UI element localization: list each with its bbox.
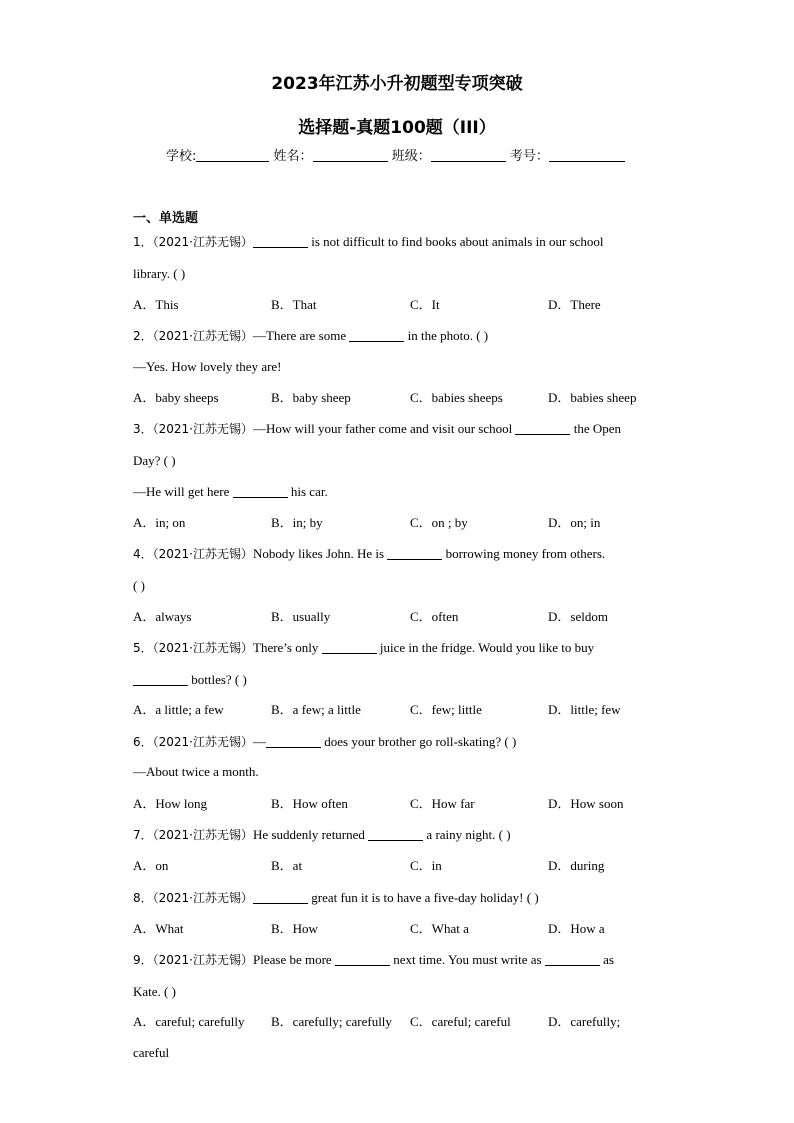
- student-info-row: [166, 145, 625, 164]
- q9-option-d-continued: careful: [133, 1045, 170, 1060]
- question-4-line-1: 4．（2021·江苏无锡）Nobody likes John. He is borrowing money from others.: [133, 546, 606, 561]
- class-label: 班级：: [391, 149, 431, 164]
- q4-option-a[interactable]: A．always: [133, 609, 192, 624]
- q4-option-d[interactable]: D．seldom: [548, 609, 608, 624]
- question-3-line-1: 3．（2021·江苏无锡）—How will your father come and visit our school the Open: [133, 421, 622, 436]
- question-5-line-2: bottles? ( ): [133, 672, 247, 688]
- question-8-line-1: 8．（2021·江苏无锡） great fun it is to have a five-day holiday! ( ): [133, 890, 539, 905]
- q3-option-c[interactable]: C．on ; by: [410, 515, 468, 530]
- q8-option-a[interactable]: A．What: [133, 921, 184, 936]
- q3-option-a[interactable]: A．in; on: [133, 515, 186, 530]
- q9-option-a[interactable]: A．careful; carefully: [133, 1014, 245, 1029]
- question-2-line-1: 2．（2021·江苏无锡）—There are some in the photo. ( ): [133, 328, 489, 343]
- q2-option-b[interactable]: B．baby sheep: [271, 390, 351, 405]
- answer-blank: [335, 953, 390, 966]
- q1-option-a[interactable]: A．This: [133, 297, 179, 312]
- exam-number-field[interactable]: [549, 148, 625, 162]
- question-9-line-1: 9．（2021·江苏无锡）Please be more next time. You must write as as: [133, 952, 614, 967]
- answer-blank: [368, 828, 423, 841]
- question-1-line-1: 1．（2021·江苏无锡） is not difficult to find books about animals in our school: [133, 234, 604, 249]
- q4-option-c[interactable]: C．often: [410, 609, 459, 624]
- q8-option-b[interactable]: B．How: [271, 921, 318, 936]
- q7-option-b[interactable]: B．at: [271, 858, 303, 873]
- school-label: 学校:: [166, 149, 197, 164]
- school-field[interactable]: [196, 148, 269, 162]
- answer-blank: [233, 485, 288, 498]
- q5-option-a[interactable]: A．a little; a few: [133, 702, 224, 717]
- q6-option-b[interactable]: B．How often: [271, 796, 348, 811]
- answer-blank: [133, 673, 188, 686]
- answer-blank: [253, 235, 308, 248]
- q2-option-a[interactable]: A．baby sheeps: [133, 390, 219, 405]
- page-title: 2023年江苏小升初题型专项突破: [271, 74, 523, 94]
- q8-option-c[interactable]: C．What a: [410, 921, 469, 936]
- q5-option-b[interactable]: B．a few; a little: [271, 702, 361, 717]
- answer-blank: [515, 422, 570, 435]
- q6-option-c[interactable]: C．How far: [410, 796, 475, 811]
- q6-option-a[interactable]: A．How long: [133, 796, 208, 811]
- question-1-line-2: library. ( ): [133, 266, 186, 281]
- question-2-line-2: —Yes. How lovely they are!: [133, 359, 282, 374]
- q3-option-b[interactable]: B．in; by: [271, 515, 323, 530]
- question-3-line-3: —He will get here his car.: [133, 484, 328, 499]
- question-5-line-1: 5．（2021·江苏无锡）There’s only juice in the fridge. Would you like to buy: [133, 640, 595, 655]
- question-9-line-2: Kate. ( ): [133, 984, 176, 999]
- answer-blank: [349, 329, 404, 342]
- q2-option-d[interactable]: D．babies sheep: [548, 390, 637, 405]
- q9-option-c[interactable]: C．careful; careful: [410, 1014, 511, 1029]
- q6-option-d[interactable]: D．How soon: [548, 796, 624, 811]
- answer-blank: [545, 953, 600, 966]
- q7-option-d[interactable]: D．during: [548, 858, 605, 873]
- q1-option-c[interactable]: C．It: [410, 297, 440, 312]
- question-6-line-2: —About twice a month.: [133, 764, 259, 779]
- q1-option-d[interactable]: D．There: [548, 297, 601, 312]
- question-3-line-2: Day? ( ): [133, 453, 176, 468]
- question-6-line-1: 6．（2021·江苏无锡）— does your brother go roll-skating? ( ): [133, 734, 517, 749]
- exam-number-label: 考号：: [509, 149, 549, 164]
- q5-option-c[interactable]: C．few; little: [410, 702, 482, 717]
- q8-option-d[interactable]: D．How a: [548, 921, 605, 936]
- q7-option-a[interactable]: A．on: [133, 858, 169, 873]
- section-title: 一、单选题: [133, 211, 199, 226]
- answer-blank: [253, 891, 308, 904]
- q1-option-b[interactable]: B．That: [271, 297, 317, 312]
- answer-blank: [266, 735, 321, 748]
- q5-option-d[interactable]: D．little; few: [548, 702, 621, 717]
- answer-blank: [322, 641, 377, 654]
- q9-option-d[interactable]: D．carefully;: [548, 1014, 621, 1029]
- q3-option-d[interactable]: D．on; in: [548, 515, 601, 530]
- question-7-line-1: 7．（2021·江苏无锡）He suddenly returned a rainy night. ( ): [133, 827, 511, 842]
- answer-blank: [387, 547, 442, 560]
- name-label: 姓名：: [273, 149, 313, 164]
- q9-option-b[interactable]: B．carefully; carefully: [271, 1014, 392, 1029]
- q2-option-c[interactable]: C．babies sheeps: [410, 390, 503, 405]
- page-subtitle: 选择题-真题100题（III）: [298, 118, 496, 138]
- q7-option-c[interactable]: C．in: [410, 858, 442, 873]
- q4-option-b[interactable]: B．usually: [271, 609, 331, 624]
- question-4-line-2: ( ): [133, 578, 145, 593]
- name-field[interactable]: [313, 148, 388, 162]
- class-field[interactable]: [431, 148, 506, 162]
